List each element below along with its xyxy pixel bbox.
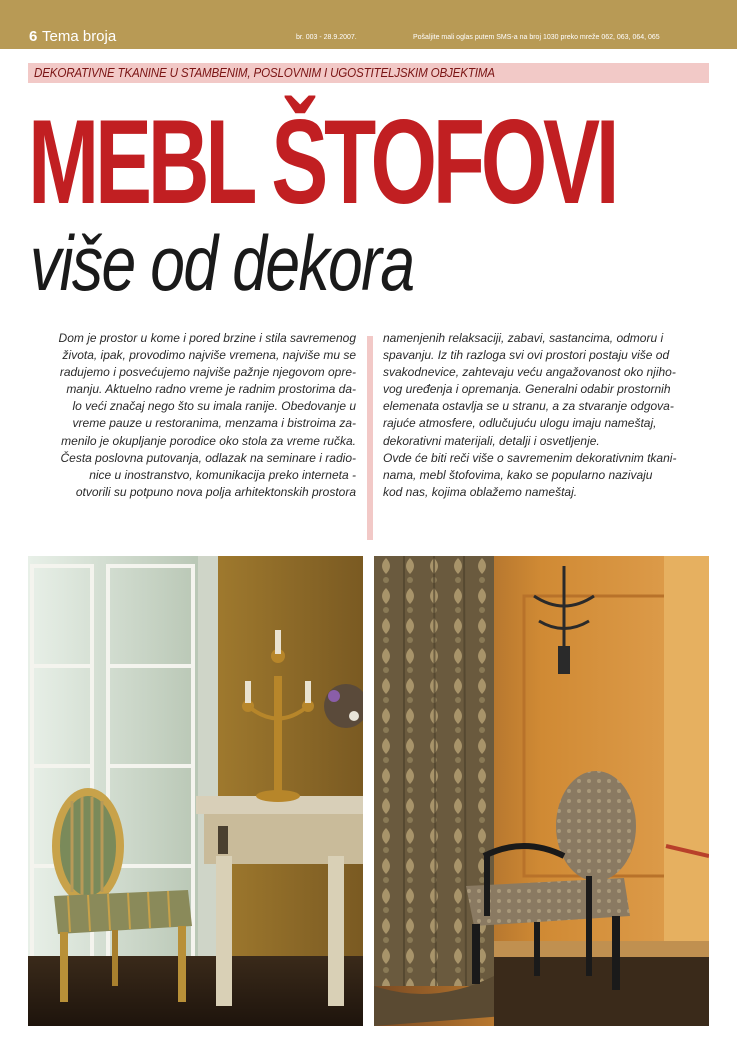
left-column-line: radujemo i posvećujemo najviše pažnje njegovom opre- <box>59 365 356 380</box>
left-column-line: Česta poslovna putovanja, odlazak na seminare i radio- <box>60 450 356 465</box>
right-column-line: Ovde će biti reči više o savremenim dekorativnim tkani- <box>383 450 677 465</box>
left-column-line: života, ipak, provodimo najviše vremena, najviše mu se <box>62 348 356 363</box>
left-column-line: manju. Aktuelno radno vreme je radnim prostorima da- <box>66 382 356 397</box>
left-column-line: menilo je okupljanje porodice oko stola za vreme ručka. <box>61 433 356 448</box>
kicker-band <box>28 63 709 83</box>
right-column-line: rajuće atmosfere, odlučujuću ulogu imaju nameštaj, <box>383 416 657 431</box>
photo-curtain-and-armchair <box>374 556 709 1026</box>
photo-chair-and-console <box>28 556 363 1026</box>
kicker-text: DEKORATIVNE TKANINE U STAMBENIM, POSLOVNIM I UGOSTITELJSKIM OBJEKTIMA <box>34 66 495 80</box>
left-column-line: otvorili su potpuno nova polja arhitektonskih prostora <box>75 484 356 499</box>
right-column-line: spavanju. Iz tih razloga svi ovi prostori postaju više od <box>383 348 670 363</box>
sms-notice: Pošaljite mali oglas putem SMS-a na broj 1030 preko mreže 062, 063, 064, 065 <box>413 34 660 41</box>
left-column-line: nice u inostranstvo, komunikacija preko interneta - <box>89 467 356 482</box>
right-column-line: svakodnevice, zahtevaju veću angažovanost oko njiho- <box>383 365 676 380</box>
right-column-line: dekorativni materijali, detalji i osvetljenje. <box>383 433 600 448</box>
left-column-line: lo veći značaj nego što su imala ranije. Obedovanje u <box>72 399 356 414</box>
deck: više od dekora <box>30 219 414 307</box>
right-column-line: elemenata ostavlja se u stranu, a za stvaranje odgova- <box>383 399 674 414</box>
column-divider <box>367 336 373 540</box>
page-number: 6 <box>29 28 38 45</box>
issue-info: br. 003 - 28.9.2007. <box>296 34 357 41</box>
right-column-line: vog uređenja i opremanja. Generalni odabir prostornih <box>383 382 671 397</box>
right-column-line: namenjenih relaksaciji, zabavi, sastancima, odmoru i <box>383 331 664 345</box>
right-column <box>383 330 713 501</box>
left-column <box>28 330 356 501</box>
header-bar <box>0 0 737 49</box>
left-column-line: Dom je prostor u kome i pored brzine i stila savremenog <box>58 331 356 345</box>
section-name: Tema broja <box>42 28 117 45</box>
right-column-line: kod nas, kojima oblažemo nameštaj. <box>383 484 578 499</box>
right-column-line: nama, mebl štofovima, kako se popularno nazivaju <box>383 467 653 482</box>
headline: MEBL ŠTOFOVI <box>28 95 616 229</box>
left-column-line: vreme pauze u restoranima, menzama i bistroima za- <box>72 416 356 431</box>
